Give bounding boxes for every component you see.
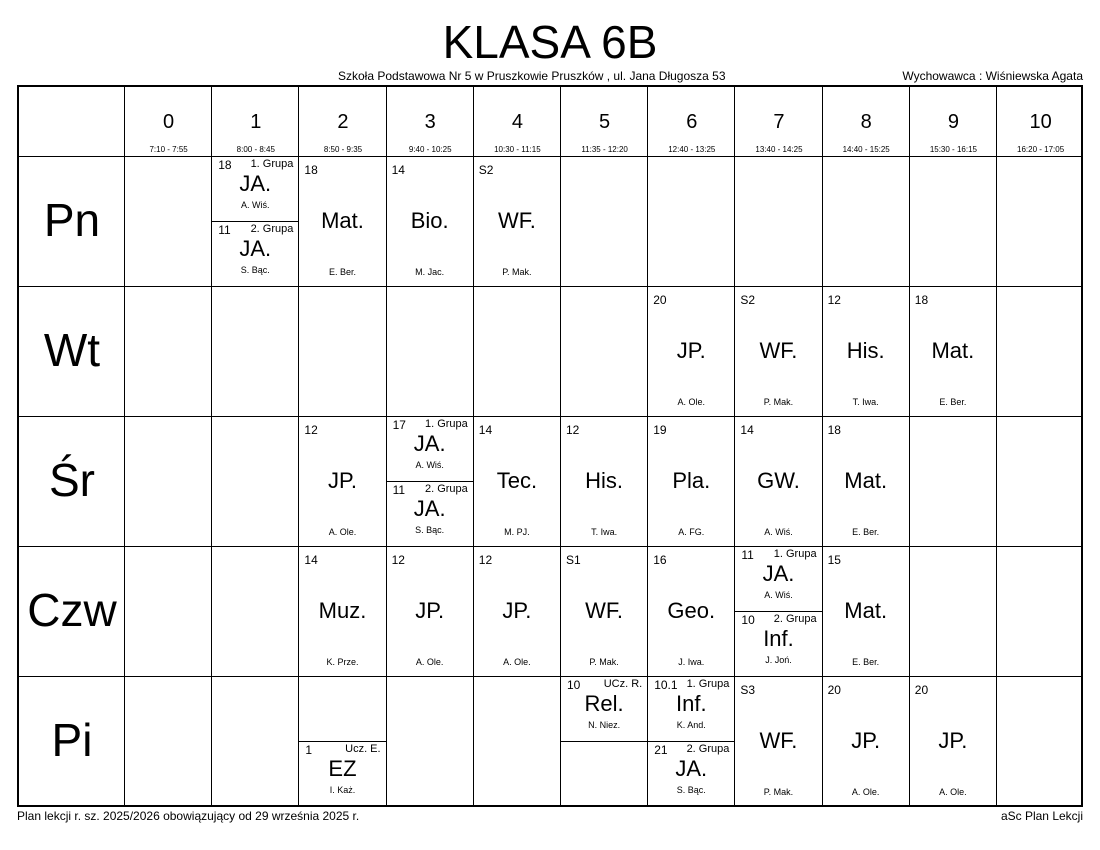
lesson-cell[interactable] [735,417,821,546]
room-number: 18 [827,423,841,437]
subject-name: JA. [762,561,795,586]
lesson-cell[interactable] [910,677,996,806]
teacher-name: S. Bąc. [676,784,706,795]
lesson-cell[interactable] [648,417,734,546]
footer-validity: Plan lekcji r. sz. 2025/2026 obowiązujący od 29 września 2025 r. [17,809,360,823]
lesson-cell[interactable] [474,547,560,676]
room-number: 1 [305,742,313,757]
subject-name: WF. [759,338,798,363]
lesson-group[interactable] [561,677,647,742]
subject-name: Mat. [844,468,888,493]
room-number: 11 [218,222,231,237]
lesson-cell[interactable] [299,677,385,806]
room-number: 17 [392,418,406,432]
lesson-cell[interactable] [561,547,647,676]
teacher-name: N. Niez. [588,720,621,730]
period-number: 8 [860,111,872,133]
day-label: Czw [27,584,117,636]
room-number: S1 [566,553,581,567]
room-number: 12 [566,423,580,437]
day-label: Wt [43,324,101,376]
room-number: 16 [653,553,667,567]
room-number: 11 [392,482,406,497]
period-number: 6 [686,111,698,133]
lesson-cell[interactable] [735,287,821,416]
room-number: 10 [567,678,581,692]
teacher-name: A. Ole. [851,787,880,797]
lesson-cell[interactable] [823,547,909,676]
teacher-name: I. Każ. [329,784,356,795]
teacher-name: E. Ber. [852,527,880,537]
subject-name: Muz. [318,598,367,623]
room-number: 18 [914,293,929,307]
lesson-cell[interactable] [212,157,298,286]
subject-name: Inf. [675,691,707,716]
period-header [910,87,997,157]
room-number: 14 [740,423,754,437]
group-label: 2. Grupa [424,482,468,495]
lesson-group[interactable] [212,157,298,222]
teacher-name: S. Bąc. [415,524,445,535]
period-header [735,87,822,157]
teacher-name: A. Wiś. [764,590,793,600]
teacher-name: A. Wiś. [415,460,444,470]
period-time: 16:20 - 17:05 [1017,145,1065,154]
period-number: 10 [1029,111,1052,133]
subject-name: His. [846,338,885,363]
lesson-cell[interactable] [648,677,734,806]
room-number: 20 [914,683,929,697]
subject-name: JP. [676,338,706,363]
period-header [125,87,212,157]
lesson-cell[interactable] [735,547,821,676]
group-label: 1. Grupa [250,158,294,170]
teacher-name: E. Ber. [852,657,880,667]
room-number: 20 [827,683,841,697]
period-header [387,87,474,157]
teacher-name: P. Mak. [763,787,794,797]
subject-name: Pla. [672,468,711,493]
group-divider [735,611,821,612]
lesson-cell[interactable] [648,547,734,676]
lesson-cell[interactable] [648,287,734,416]
teacher-name: A. Wiś. [241,200,270,210]
footer-software: aSc Plan Lekcji [1000,809,1083,823]
period-header [561,87,648,157]
room-number: S2 [740,293,756,307]
room-number: 20 [653,293,667,307]
school-name: Szkoła Podstawowa Nr 5 w Pruszkowie Pruszków , ul. Jana Długosza 53 [338,69,726,83]
period-number: 5 [599,111,611,133]
room-number: 12 [304,423,318,437]
period-number: 3 [424,111,436,133]
column-divider [996,87,997,805]
subject-name: Inf. [763,625,794,651]
period-time: 14:40 - 15:25 [842,145,890,154]
period-header [474,87,561,157]
lesson-cell[interactable] [387,417,473,546]
lesson-cell[interactable] [474,157,560,286]
subject-name: GW. [757,468,800,493]
teacher-name: A. Ole. [328,527,357,537]
period-number: 1 [250,111,262,133]
subject-name: JP. [502,598,532,623]
lesson-group[interactable] [387,482,473,547]
group-label: 1. Grupa [773,548,817,560]
group-label: 2. Grupa [773,612,817,625]
subject-name: JA. [239,235,272,261]
room-number: 18 [304,163,318,177]
subject-name: Mat. [321,208,364,233]
subject-name: Mat. [931,338,975,363]
subject-name: WF. [585,598,624,623]
subject-name: His. [585,468,624,493]
lesson-cell[interactable] [823,677,909,806]
lesson-cell[interactable] [823,287,909,416]
lesson-cell[interactable] [561,677,647,806]
teacher-name: K. Prze. [326,657,359,667]
teacher-name: P. Mak. [763,397,794,407]
group-divider [299,741,385,742]
period-time: 9:40 - 10:25 [408,145,452,154]
group-divider [212,221,298,222]
period-number: 7 [773,111,785,133]
teacher-name: E. Ber. [328,267,356,277]
subject-name: Geo. [667,598,716,623]
period-time: 7:10 - 7:55 [149,145,188,154]
period-number: 4 [511,111,523,133]
period-time: 13:40 - 14:25 [755,145,803,154]
room-number: 21 [654,742,668,757]
period-header [212,87,299,157]
room-number: 14 [304,553,318,567]
teacher-name: E. Ber. [939,397,967,407]
group-label: 1. Grupa [686,678,730,690]
subject-name: JP. [938,728,968,753]
room-number: 12 [478,553,493,567]
lesson-cell[interactable] [299,157,385,286]
period-time: 8:50 - 9:35 [323,145,363,154]
day-label: Śr [49,454,95,506]
period-time: 11:35 - 12:20 [581,145,628,154]
lesson-cell[interactable] [299,547,385,676]
room-number: 10 [741,612,755,627]
period-number: 9 [947,111,959,133]
room-number: 12 [827,293,841,307]
teacher-name: T. Iwa. [591,527,618,537]
teacher-name: M. Jac. [415,267,445,277]
subject-name: WF. [759,728,798,753]
subject-name: EZ [328,755,357,781]
group-label: UCz. R. [603,678,643,690]
group-divider [561,741,647,742]
page-title: KLASA 6B [442,16,658,68]
teacher-name: J. Joń. [765,654,792,665]
lesson-cell[interactable] [910,287,996,416]
subject-name: JP. [851,728,881,753]
teacher-name: P. Mak. [589,657,619,667]
period-header [299,87,386,157]
group-divider [387,481,473,482]
form-teacher: Wychowawca : Wiśniewska Agata [902,69,1083,83]
lesson-cell[interactable] [561,417,647,546]
lesson-cell[interactable] [474,417,560,546]
period-number: 0 [163,111,175,133]
room-number: S2 [478,163,494,177]
period-time: 8:00 - 8:45 [236,145,275,154]
teacher-name: A. FG. [678,527,705,537]
subject-name: Tec. [496,468,538,493]
period-time: 15:30 - 16:15 [929,145,977,154]
lesson-group[interactable] [648,677,734,742]
teacher-name: A. Ole. [939,787,967,797]
room-number: 12 [391,553,405,567]
group-label: 2. Grupa [686,742,730,755]
group-label: Ucz. E. [345,742,381,755]
room-number: S3 [740,683,756,697]
subject-name: WF. [497,208,536,233]
teacher-name: K. And. [676,720,706,730]
period-number: 2 [337,111,349,133]
teacher-name: S. Bąc. [240,264,270,275]
subject-name: Bio. [410,208,449,233]
room-number: 19 [653,423,667,437]
teacher-name: A. Ole. [677,397,706,407]
group-label: 2. Grupa [250,222,294,235]
lesson-group[interactable] [387,417,473,482]
teacher-name: P. Mak. [502,267,532,277]
room-number: 10.1 [654,678,678,692]
lesson-group[interactable] [299,742,385,807]
lesson-cell[interactable] [299,417,385,546]
lesson-cell[interactable] [387,157,473,286]
group-divider [648,741,734,742]
lesson-group[interactable] [735,612,821,677]
group-label: 1. Grupa [424,418,468,430]
teacher-name: A. Ole. [415,657,444,667]
lesson-group[interactable] [648,742,734,807]
subject-name: JP. [415,598,445,623]
room-number: 14 [391,163,405,177]
day-label: Pi [51,714,93,766]
room-number: 11 [741,548,754,562]
lesson-group[interactable] [212,222,298,287]
subject-name: Rel. [584,691,624,716]
teacher-name: T. Iwa. [852,397,879,407]
teacher-name: J. Iwa. [678,657,705,667]
room-number: 18 [218,158,232,172]
lesson-group[interactable] [735,547,821,612]
subject-name: JA. [239,171,272,196]
period-time: 12:40 - 13:25 [668,145,716,154]
subject-name: JP. [328,468,357,493]
lesson-cell[interactable] [823,417,909,546]
subject-name: Mat. [844,598,888,623]
timetable-grid [17,85,1083,807]
subject-name: JA. [413,495,446,521]
period-header [997,87,1084,157]
room-number: 14 [478,423,493,437]
period-time: 10:30 - 11:15 [494,145,541,154]
teacher-name: A. Wiś. [764,527,793,537]
day-label: Pn [43,194,101,246]
period-header [648,87,735,157]
lesson-cell[interactable] [387,547,473,676]
period-header [823,87,910,157]
lesson-cell[interactable] [735,677,821,806]
teacher-name: M. PJ. [504,527,530,537]
subject-name: JA. [675,755,708,781]
teacher-name: A. Ole. [503,657,531,667]
room-number: 15 [827,553,841,567]
subject-name: JA. [413,431,446,456]
